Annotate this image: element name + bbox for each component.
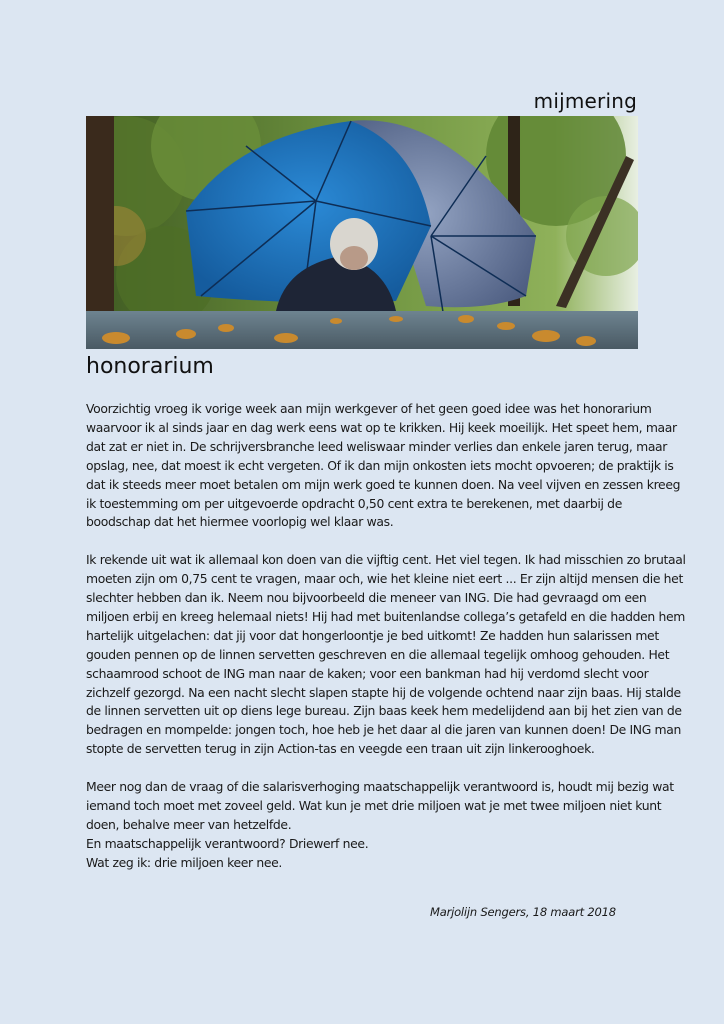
section-label: mijmering (533, 89, 637, 113)
text-line: de linnen servetten uit op diens lege bureau. Zijn baas keek hem medelijdend aan bij het zien van de (86, 703, 682, 719)
umbrella-photo-illustration (86, 116, 638, 349)
text-line: zichzelf gezorgd. Na een nacht slecht slapen stapte hij de volgende ochtend naar zijn baas. Hij stalde (86, 684, 681, 700)
text-line: waarvoor ik al sinds jaar en dag werk eens wat op te krikken. Hij keek moeilijk. Het speet hem, maar (86, 419, 677, 435)
text-line: stopte de servetten terug in zijn Action-tas en veegde een traan uit zijn linkerooghoek. (86, 741, 595, 757)
text-line: doen, behalve meer van hetzelfde. (86, 816, 292, 832)
text-line: dat zat er niet in. De schrijversbranche leed weliswaar minder verlies dan enkele jaren terug, maar (86, 438, 668, 454)
paragraph-3 (86, 778, 674, 873)
text-line: dat ik steeds meer moet betalen om mijn werk goed te kunnen doen. Na veel vijven en zessen kreeg (86, 476, 681, 492)
text-line: En maatschappelijk verantwoord? Driewerf nee. (86, 835, 369, 851)
article-body (86, 400, 686, 892)
author-signature: Marjolijn Sengers, 18 maart 2018 (430, 905, 616, 919)
text-line: ik toestemming om per uitgevoerde opdracht 0,50 cent extra te berekenen, met daarbij de (86, 495, 622, 511)
text-line: boodschap dat het hiermee voorlopig wel klaar was. (86, 514, 394, 530)
text-line: bedragen en mompelde: jongen toch, hoe heb je het daar al die jaren van kunnen doen! De ING man (86, 722, 682, 738)
text-line: Wat zeg ik: drie miljoen keer nee. (86, 854, 283, 870)
text-line: slechter hebben dan ik. Neem nou bijvoorbeeld die meneer van ING. Die had gevraagd om een (86, 590, 647, 606)
text-line: Voorzichtig vroeg ik vorige week aan mijn werkgever of het geen goed idee was het honorarium (86, 401, 652, 416)
text-line: Meer nog dan de vraag of die salarisverhoging maatschappelijk verantwoord is, houdt mij bezig wat (86, 779, 674, 795)
article-title: honorarium (86, 354, 214, 379)
text-line: opslag, nee, dat moest ik echt vergeten. Of ik dan mijn onkosten iets mocht opvoeren; de praktijk is (86, 457, 674, 473)
paragraph-2 (86, 551, 686, 759)
paragraph-1 (86, 400, 681, 532)
text-line: miljoen erbij en kreeg helemaal niets! Hij had met buitenlandse collega’s getafeld en die hadden hem (86, 608, 686, 624)
header-photo (86, 116, 638, 349)
text-line: Ik rekende uit wat ik allemaal kon doen van die vijftig cent. Het viel tegen. Ik had misschien zo brutaal (86, 552, 686, 568)
text-line: iemand toch moet met zoveel geld. Wat kun je met drie miljoen wat je met twee miljoen niet kunt (86, 798, 662, 813)
text-line: moeten zijn om 0,75 cent te vragen, maar och, wie het kleine niet eert ... Er zijn altijd mensen die het (86, 571, 683, 587)
text-line: schaamrood schoot de ING man naar de kaken; voor een bankman had hij verdomd slecht voor (86, 665, 649, 681)
text-line: gouden pennen op de linnen servetten geschreven en die allemaal tegelijk omhoog gehouden. Het (86, 646, 670, 662)
text-line: hartelijk uitgelachen: dat jij voor dat hongerloontje je bed uitkomt! Ze hadden hun salarissen met (86, 627, 659, 643)
